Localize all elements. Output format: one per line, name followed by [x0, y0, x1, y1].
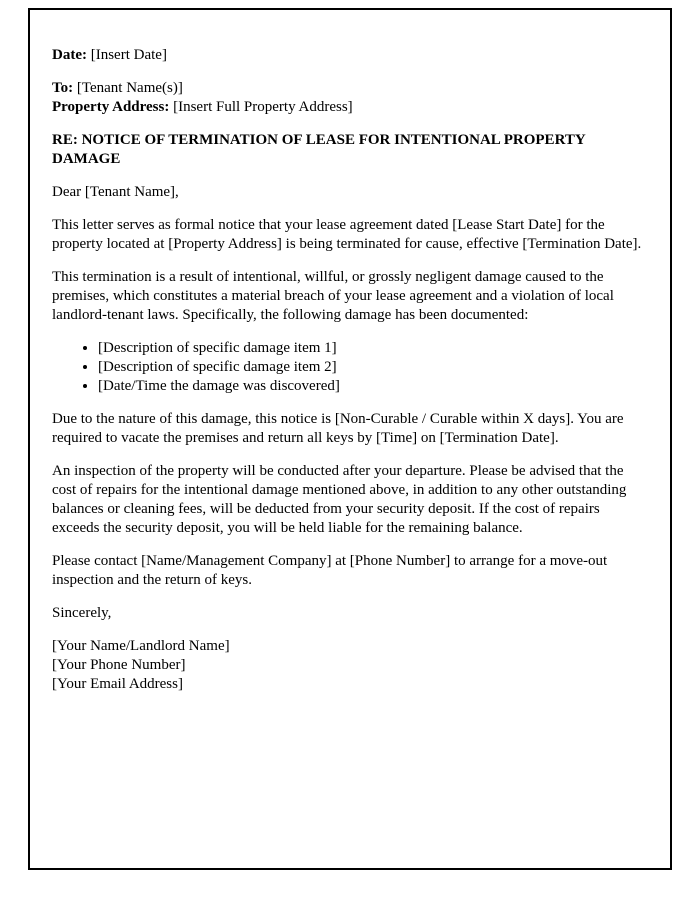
closing: Sincerely,	[52, 605, 112, 621]
damage-list	[52, 339, 646, 396]
date-label: Date:	[52, 47, 87, 63]
paragraph-termination-notice: This letter serves as formal notice that your lease agreement dated [Lease Start Date] for the property located at [Property Address] is being terminated for cause, effective [Termination Date].	[52, 217, 642, 252]
property-address-value: [Insert Full Property Address]	[173, 99, 353, 115]
salutation: Dear [Tenant Name],	[52, 184, 179, 200]
paragraph-inspection-deposit: An inspection of the property will be conducted after your departure. Please be advised that the cost of repairs for the intentional damage mentioned above, in addition to any other outstanding balances or cleaning fees, will be deducted from your security deposit. If the cost of repairs exceeds the security deposit, you will be held liable for the remaining balance.	[52, 463, 627, 536]
paragraph-contact-info: Please contact [Name/Management Company] at [Phone Number] to arrange for a move-out inspection and the return of keys.	[52, 553, 608, 588]
property-address-line	[52, 98, 646, 117]
letter-page	[28, 8, 672, 870]
to-line	[52, 79, 646, 98]
damage-list-item: • [Date/Time the damage was discovered]	[98, 377, 646, 396]
signature-name-line: [Your Name/Landlord Name]	[52, 638, 230, 654]
to-label: To:	[52, 80, 74, 96]
signature-block	[52, 637, 646, 694]
paragraph-damage-cause: This termination is a result of intentional, willful, or grossly negligent damage caused to the premises, which constitutes a material breach of your lease agreement and a violation of local landlord-tenant laws. Specifically, the following damage has been documented:	[52, 269, 614, 323]
property-address-label: Property Address:	[52, 99, 170, 115]
paragraph-vacate-terms: Due to the nature of this damage, this notice is [Non-Curable / Curable within X days]. You are required to vacate the premises and return all keys by [Time] on [Termination Date].	[52, 411, 624, 446]
damage-list-item: • [Description of specific damage item 1]	[98, 339, 646, 358]
to-value: [Tenant Name(s)]	[76, 80, 183, 96]
subject-line: RE: NOTICE OF TERMINATION OF LEASE FOR INTENTIONAL PROPERTY DAMAGE	[52, 132, 586, 167]
damage-list-item: • [Description of specific damage item 2]	[98, 358, 646, 377]
signature-email-line: [Your Email Address]	[52, 676, 183, 692]
signature-phone-line: [Your Phone Number]	[52, 657, 186, 673]
date-value: [Insert Date]	[90, 47, 167, 63]
date-line	[52, 46, 646, 65]
